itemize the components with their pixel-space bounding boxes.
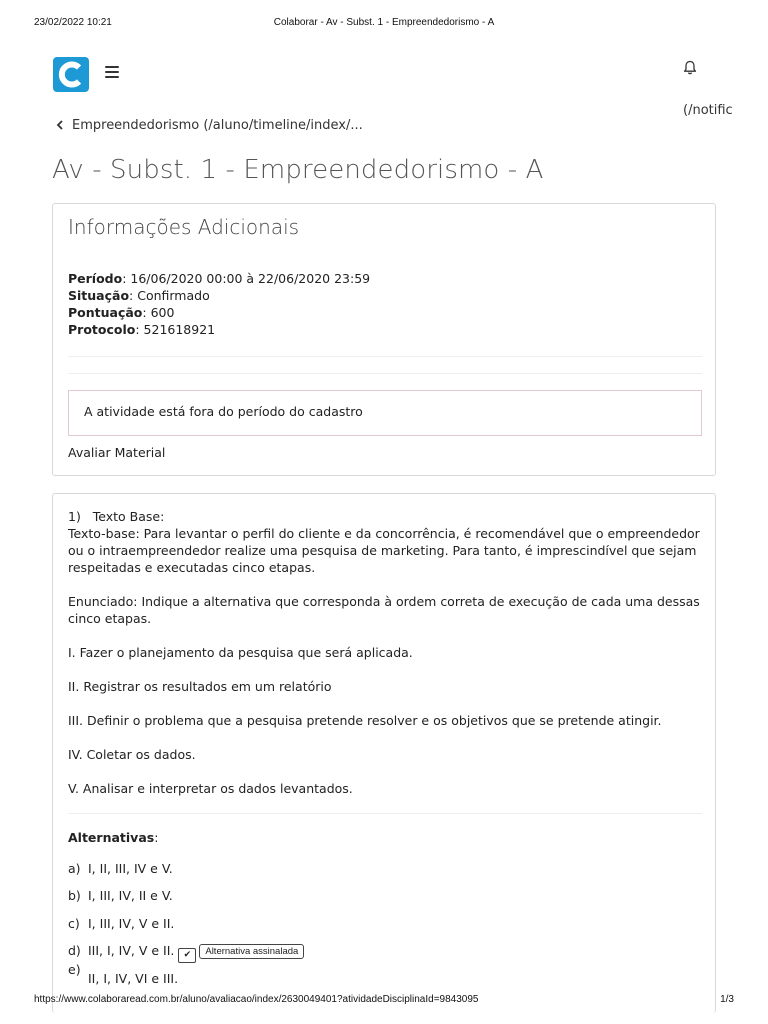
alternative-letter: a) bbox=[68, 861, 81, 876]
question-base-label: Texto Base: bbox=[92, 509, 165, 524]
info-situacao-label: Situação bbox=[68, 288, 130, 303]
print-footer bbox=[0, 994, 768, 1008]
alternative-e[interactable] bbox=[68, 962, 179, 986]
divider bbox=[68, 356, 702, 357]
print-document-title: Colaborar - Av - Subst. 1 - Empreendedorismo - A bbox=[273, 17, 495, 28]
page-title: Av - Subst. 1 - Empreendedorismo - A bbox=[52, 155, 544, 185]
alternative-letter: e) bbox=[68, 962, 81, 977]
alternative-text: I, II, III, IV e V. bbox=[88, 861, 173, 876]
question-base-text: Texto-base: Para levantar o perfil do cliente e da concorrência, é recomendável que o empreendedor ou o intraempreendedor realize uma pesquisa de marketing. Para tanto, é imprescindível que sejam respeitadas e executadas cinco etapas. bbox=[68, 526, 700, 575]
question-item: III. Definir o problema que a pesquisa pretende resolver e os objetivos que se pretende atingir. bbox=[68, 713, 662, 728]
question-enunciado: Enunciado: Indique a alternativa que corresponda à ordem correta de execução de cada uma dessas cinco etapas. bbox=[68, 594, 700, 626]
info-periodo-label: Período bbox=[68, 271, 123, 286]
info-pontuacao-label: Pontuação bbox=[68, 305, 143, 320]
question-header bbox=[68, 508, 702, 525]
question-number: 1) bbox=[68, 509, 81, 524]
alternative-c[interactable] bbox=[68, 916, 174, 931]
info-protocolo bbox=[68, 321, 370, 338]
print-datetime: 23/02/2022 10:21 bbox=[34, 17, 112, 28]
alternative-text: II, I, IV, VI e III. bbox=[88, 971, 179, 986]
rate-material-link[interactable]: Avaliar Material bbox=[68, 445, 166, 460]
info-pontuacao-value: : 600 bbox=[142, 305, 175, 320]
alternative-d[interactable] bbox=[68, 943, 304, 963]
info-protocolo-label: Protocolo bbox=[68, 322, 136, 337]
alternative-text: III, I, IV, V e II. bbox=[88, 943, 175, 958]
alternatives-title-text: Alternativas bbox=[68, 830, 155, 845]
question-item: I. Fazer o planejamento da pesquisa que será aplicada. bbox=[68, 645, 413, 660]
question-item: V. Analisar e interpretar os dados levantados. bbox=[68, 781, 353, 796]
info-card-title: Informações Adicionais bbox=[68, 215, 300, 239]
print-page-number: 1/3 bbox=[720, 994, 734, 1005]
alternative-b[interactable] bbox=[68, 888, 173, 903]
bell-icon[interactable] bbox=[682, 59, 698, 76]
notifications-link[interactable]: (/notific bbox=[683, 103, 733, 118]
question-item: IV. Coletar os dados. bbox=[68, 747, 196, 762]
alternatives-title-colon: : bbox=[154, 830, 159, 845]
breadcrumb[interactable] bbox=[56, 118, 363, 133]
alternative-letter: c) bbox=[68, 916, 80, 931]
breadcrumb-link[interactable]: Empreendedorismo (/aluno/timeline/index/... bbox=[72, 118, 363, 133]
alternative-text: I, III, IV, II e V. bbox=[88, 888, 173, 903]
info-card bbox=[52, 203, 716, 476]
check-icon: ✔ bbox=[178, 948, 196, 963]
colaborar-logo-icon bbox=[53, 57, 89, 92]
hamburger-menu-icon[interactable] bbox=[105, 66, 119, 78]
alternatives-title bbox=[68, 830, 158, 845]
info-periodo bbox=[68, 270, 370, 287]
alternative-a[interactable] bbox=[68, 861, 173, 876]
alternative-letter: b) bbox=[68, 888, 81, 903]
info-pontuacao bbox=[68, 304, 370, 321]
divider bbox=[68, 373, 702, 374]
print-url: https://www.colaboraread.com.br/aluno/avaliacao/index/2630049401?atividadeDisciplinaId=9843095 bbox=[34, 994, 479, 1005]
question-item: II. Registrar os resultados em um relatório bbox=[68, 679, 332, 694]
info-list bbox=[68, 270, 370, 338]
question-body bbox=[68, 508, 702, 797]
alternative-letter: d) bbox=[68, 943, 81, 958]
alert-message: A atividade está fora do período do cadastro bbox=[68, 390, 702, 436]
info-situacao-value: : Confirmado bbox=[129, 288, 210, 303]
info-periodo-value: : 16/06/2020 00:00 à 22/06/2020 23:59 bbox=[122, 271, 371, 286]
alternative-text: I, III, IV, V e II. bbox=[88, 916, 175, 931]
chevron-left-icon bbox=[56, 120, 64, 130]
marked-alternative-badge: Alternativa assinalada bbox=[199, 944, 304, 959]
info-protocolo-value: : 521618921 bbox=[135, 322, 216, 337]
divider bbox=[68, 813, 702, 814]
colaborar-logo[interactable] bbox=[53, 57, 89, 92]
print-header bbox=[0, 17, 768, 31]
info-situacao bbox=[68, 287, 370, 304]
question-card bbox=[52, 493, 716, 1013]
